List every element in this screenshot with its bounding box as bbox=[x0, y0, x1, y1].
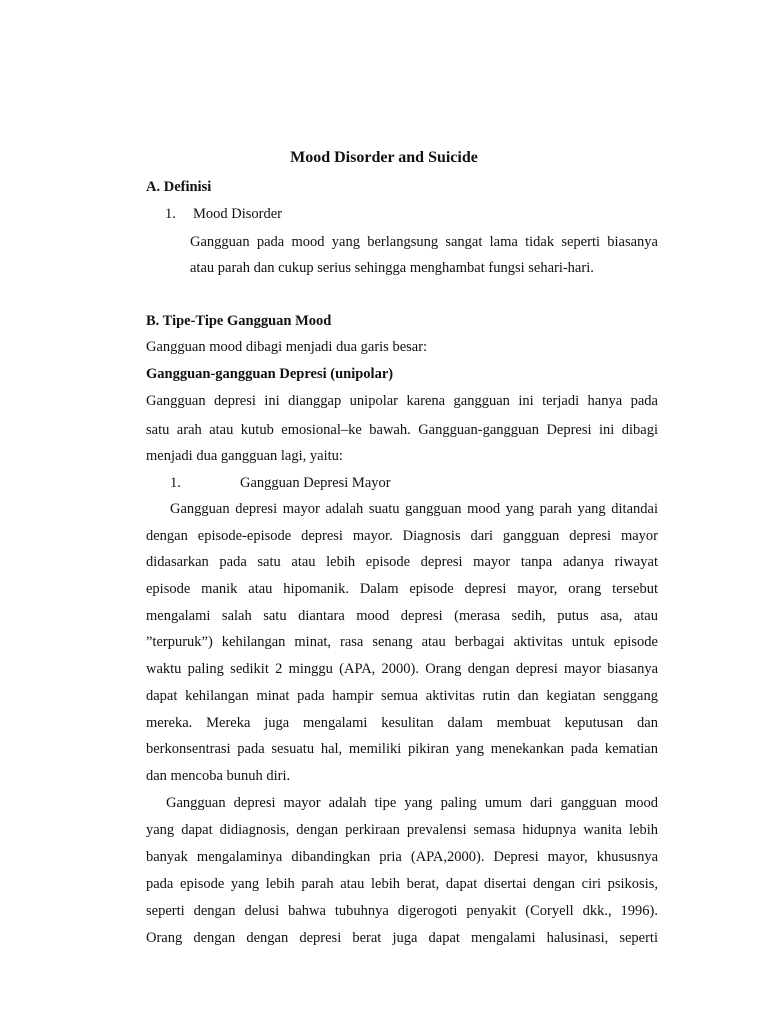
paragraph-line: ”terpuruk”) kehilangan minat, rasa senang atau berbagai aktivitas untuk episode bbox=[146, 634, 658, 650]
section-a-heading: A. Definisi bbox=[146, 179, 212, 195]
list-item-number: 1. bbox=[170, 475, 181, 491]
paragraph-line: menjadi dua gangguan lagi, yaitu: bbox=[146, 448, 343, 464]
paragraph-line: berkonsentrasi pada sesuatu hal, memiliki pikiran yang menekankan pada kematian bbox=[146, 741, 658, 757]
paragraph-line: yang dapat didiagnosis, dengan perkiraan prevalensi semasa hidupnya wanita lebih bbox=[146, 822, 658, 838]
paragraph-line: mereka. Mereka juga mengalami kesulitan dalam membuat keputusan dan bbox=[146, 715, 658, 731]
section-a-item-number: 1. bbox=[165, 206, 176, 222]
paragraph-line: episode manik atau hipomanik. Dalam episode depresi mayor, orang tersebut bbox=[146, 581, 658, 597]
paragraph-line: mengalami salah satu diantara mood depresi (merasa sedih, putus asa, atau bbox=[146, 608, 658, 624]
paragraph-line: didasarkan pada satu atau lebih episode depresi mayor tanpa adanya riwayat bbox=[146, 554, 658, 570]
paragraph-line: Gangguan depresi ini dianggap unipolar karena gangguan ini terjadi hanya pada bbox=[146, 393, 658, 409]
paragraph-line: dan mencoba bunuh diri. bbox=[146, 768, 291, 784]
paragraph-line: seperti dengan delusi bahwa tubuhnya digerogoti penyakit (Coryell dkk., 1996). bbox=[146, 903, 658, 919]
definition-line: atau parah dan cukup serius sehingga menghambat fungsi sehari-hari. bbox=[190, 260, 594, 276]
definition-line: Gangguan pada mood yang berlangsung sangat lama tidak seperti biasanya bbox=[190, 234, 658, 250]
section-b-heading: B. Tipe-Tipe Gangguan Mood bbox=[146, 313, 332, 329]
paragraph-line: banyak mengalaminya dibandingkan pria (APA,2000). Depresi mayor, khususnya bbox=[146, 849, 658, 865]
paragraph-line: pada episode yang lebih parah atau lebih berat, dapat disertai dengan ciri psikosis, bbox=[146, 876, 658, 892]
paragraph-line: dapat kehilangan minat pada hampir semua aktivitas rutin dan kegiatan senggang bbox=[146, 688, 658, 704]
section-a-item-label: Mood Disorder bbox=[193, 206, 283, 222]
paragraph-line: satu arah atau kutub emosional–ke bawah. Gangguan-gangguan Depresi ini dibagi bbox=[146, 422, 658, 438]
paragraph-line: dengan episode-episode depresi mayor. Diagnosis dari gangguan depresi mayor bbox=[146, 528, 658, 544]
paragraph-line: waktu paling sedikit 2 minggu (APA, 2000). Orang dengan depresi mayor biasanya bbox=[146, 661, 658, 677]
list-item-label: Gangguan Depresi Mayor bbox=[240, 475, 391, 491]
section-b-subheading: Gangguan-gangguan Depresi (unipolar) bbox=[146, 366, 394, 382]
document-title: Mood Disorder and Suicide bbox=[290, 149, 478, 166]
section-b-intro: Gangguan mood dibagi menjadi dua garis besar: bbox=[146, 339, 428, 355]
paragraph-line: Gangguan depresi mayor adalah tipe yang paling umum dari gangguan mood bbox=[166, 795, 658, 811]
paragraph-line: Orang dengan dengan depresi berat juga dapat mengalami halusinasi, seperti bbox=[146, 930, 658, 946]
paragraph-line: Gangguan depresi mayor adalah suatu gangguan mood yang parah yang ditandai bbox=[170, 501, 658, 517]
